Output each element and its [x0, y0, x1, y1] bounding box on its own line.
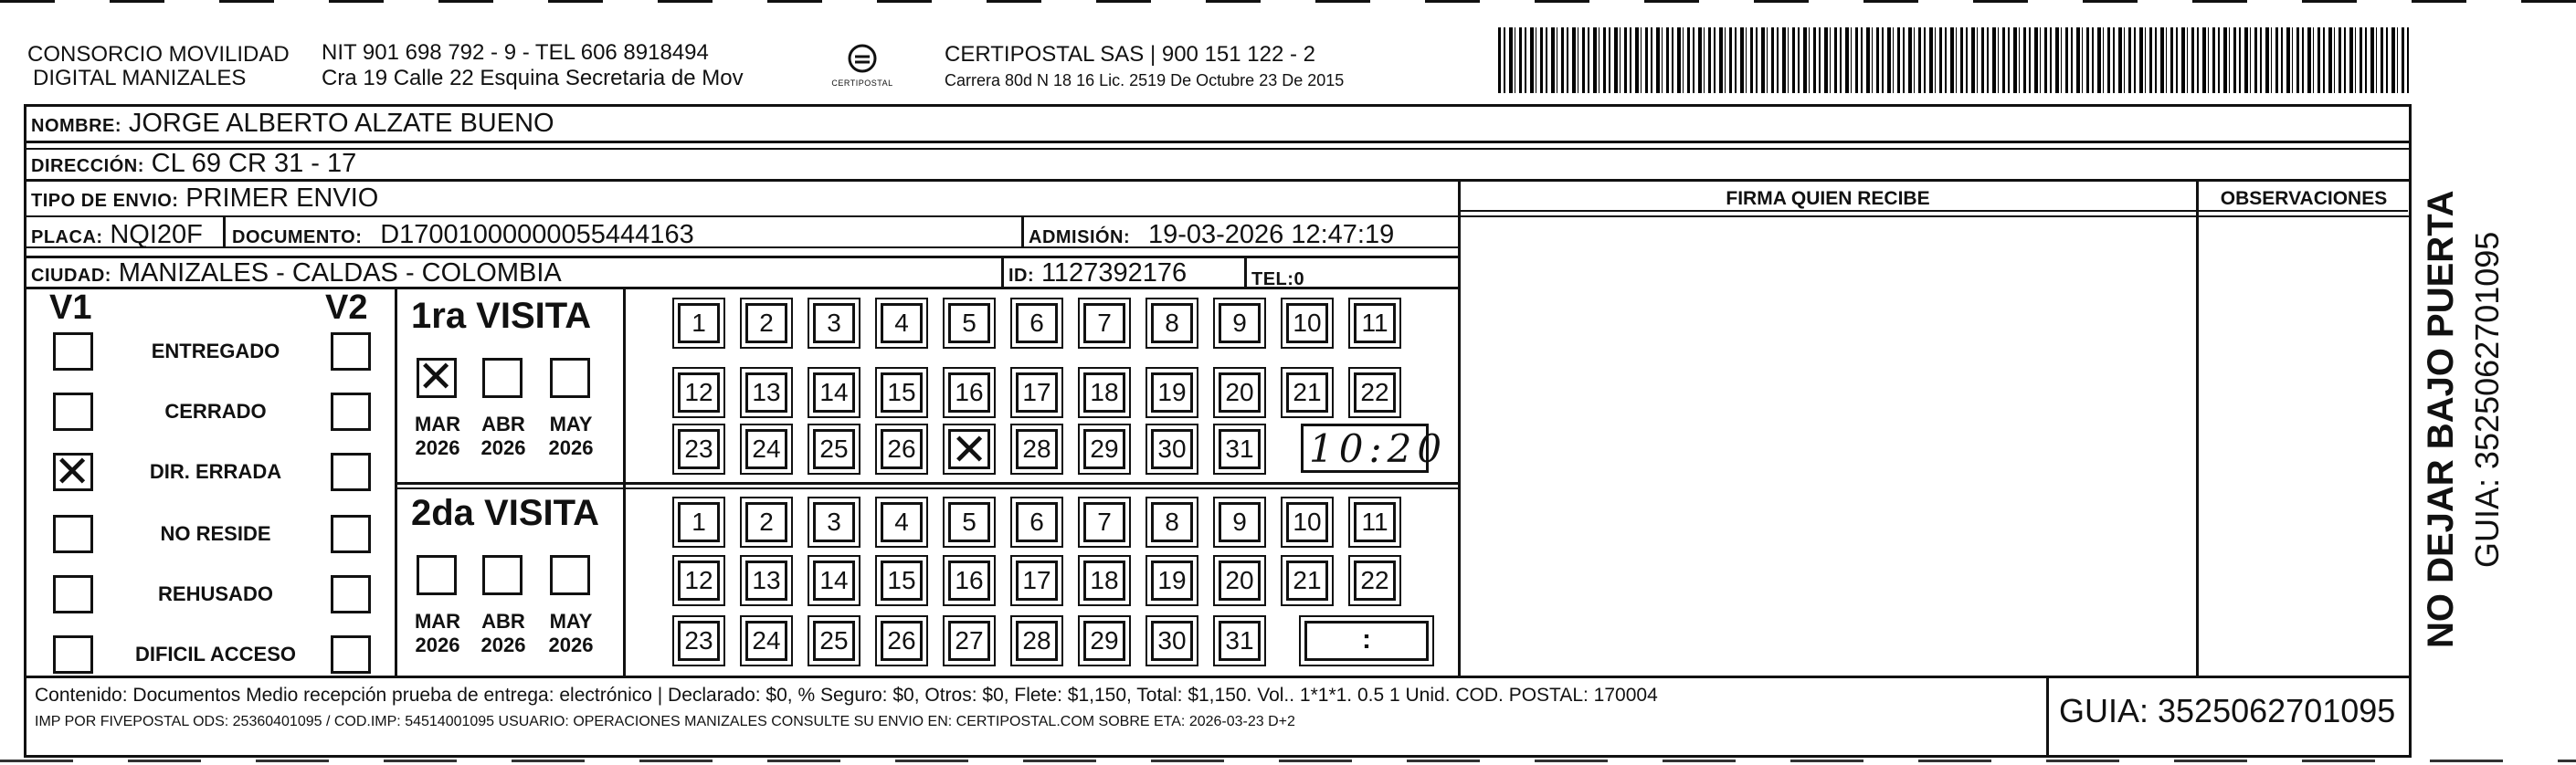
no-dejar-text: NO DEJAR BAJO PUERTA [2421, 190, 2461, 648]
documento-label: DOCUMENTO: [232, 227, 363, 247]
status-label: ENTREGADO [151, 340, 280, 362]
second-visit-month-box[interactable] [482, 555, 523, 595]
footer-content: Contenido: Documentos Medio recepción prueba de entrega: electrónico | Declarado: $0, % Seguro: $0, Otros: $0, Flete: $1,150, Total: $1,150. Vol.. 1*1*1. 0.5 1 Unid. COD. POSTAL: 170004 [35, 685, 1658, 706]
nombre-row [31, 110, 554, 140]
status-label: REHUSADO [158, 582, 273, 605]
second-visit-day[interactable]: 16 [948, 561, 990, 601]
second-visit-day[interactable]: 6 [1016, 502, 1058, 542]
second-visit-day[interactable]: 8 [1151, 502, 1193, 542]
observaciones-header: OBSERVACIONES [2220, 188, 2388, 209]
v1-title: V1 [49, 288, 92, 327]
tel-row [1251, 263, 1304, 293]
first-visit-year-label: 2026 [480, 436, 526, 459]
id-value: 1127392176 [1040, 258, 1188, 288]
second-visit-day[interactable]: 27 [948, 621, 990, 661]
v1-checkbox[interactable] [53, 446, 93, 498]
direccion-value: CL 69 CR 31 - 17 [151, 149, 357, 178]
second-visit-month-label: ABR [481, 610, 525, 633]
first-visit-day[interactable]: 15 [881, 372, 923, 413]
direccion-label: DIRECCIÓN: [31, 156, 144, 176]
second-visit-day[interactable]: 7 [1083, 502, 1125, 542]
second-visit-month-box[interactable] [550, 555, 590, 595]
v1-checkbox[interactable] [53, 393, 93, 431]
footer-guia: GUIA: 3525062701095 [2059, 692, 2396, 729]
first-visit-day[interactable]: 5 [948, 303, 990, 343]
nit-line: NIT 901 698 792 - 9 - TEL 606 8918494 [322, 40, 709, 65]
second-visit-year-label: 2026 [548, 634, 594, 656]
tipo-value: PRIMER ENVIO [185, 183, 379, 213]
first-visit-title: 1ra VISITA [411, 296, 592, 336]
second-visit-day[interactable]: 11 [1354, 502, 1396, 542]
first-visit-day[interactable]: 30 [1151, 429, 1193, 469]
tipo-label: TIPO DE ENVIO: [31, 191, 179, 211]
v2-checkbox[interactable] [331, 453, 371, 491]
id-row [1008, 259, 1187, 289]
firma-header: FIRMA QUIEN RECIBE [1726, 188, 1930, 209]
second-visit-day[interactable]: 25 [813, 621, 855, 661]
admision-label: ADMISIÓN: [1029, 227, 1131, 247]
first-visit-day[interactable]: 7 [1083, 303, 1125, 343]
first-visit-day[interactable]: 29 [1083, 429, 1125, 469]
nombre-label: NOMBRE: [31, 116, 122, 136]
v2-checkbox[interactable] [331, 393, 371, 431]
admision-value: 19-03-2026 12:47:19 [1147, 220, 1395, 249]
v2-title: V2 [325, 288, 368, 327]
certipostal-logo [826, 37, 899, 95]
second-visit-day[interactable]: 29 [1083, 621, 1125, 661]
admision-row [1029, 221, 1394, 251]
second-visit-year-label: 2026 [480, 634, 526, 656]
second-visit-day[interactable]: 24 [745, 621, 787, 661]
scan-edge-bottom [0, 760, 2576, 762]
second-visit-day[interactable]: 28 [1016, 621, 1058, 661]
second-visit-day[interactable]: 30 [1151, 621, 1193, 661]
first-visit-day[interactable]: 9 [1219, 303, 1261, 343]
first-visit-year-label: 2026 [548, 436, 594, 459]
second-visit-day[interactable]: 13 [745, 561, 787, 601]
side-guia: GUIA: 3525062701095 [2468, 231, 2506, 568]
second-visit-day[interactable]: 31 [1219, 621, 1261, 661]
first-visit-day[interactable]: 18 [1083, 372, 1125, 413]
first-visit-day[interactable]: 28 [1016, 429, 1058, 469]
v2-checkbox[interactable] [331, 332, 371, 371]
first-visit-month-box[interactable] [482, 358, 523, 398]
first-visit-day[interactable]: 12 [678, 372, 720, 413]
second-visit-year-label: 2026 [415, 634, 460, 656]
status-label: DIR. ERRADA [149, 460, 282, 483]
logo-text: CERTIPOSTAL [831, 79, 893, 88]
v2-checkbox[interactable] [331, 575, 371, 613]
first-visit-day[interactable]: 10 [1286, 303, 1328, 343]
courier-address: Carrera 80d N 18 16 Lic. 2519 De Octubre 23 De 2015 [945, 71, 1345, 89]
month-check-mark: ✕ [417, 351, 455, 403]
second-visit-day[interactable]: 22 [1354, 561, 1396, 601]
second-visit-day[interactable]: 4 [881, 502, 923, 542]
day-check-mark: ✕ [951, 424, 988, 476]
v1-check-mark: ✕ [54, 446, 91, 498]
first-visit-day[interactable]: 31 [1219, 429, 1261, 469]
tel-label: TEL: [1251, 269, 1294, 289]
first-visit-day[interactable]: 6 [1016, 303, 1058, 343]
first-visit-month-box[interactable] [417, 351, 457, 403]
documento-value: D17001000000055444163 [380, 220, 694, 249]
first-visit-day[interactable]: 3 [813, 303, 855, 343]
company-name-line2: DIGITAL MANIZALES [33, 66, 247, 90]
second-visit-day[interactable]: 15 [881, 561, 923, 601]
second-visit-day[interactable]: 26 [881, 621, 923, 661]
second-visit-month-box[interactable] [417, 555, 457, 595]
scan-edge-top [0, 0, 2576, 3]
status-label: DIFICIL ACCESO [134, 643, 296, 665]
first-visit-day[interactable]: 16 [948, 372, 990, 413]
second-visit-day[interactable]: 20 [1219, 561, 1261, 601]
nombre-value: JORGE ALBERTO ALZATE BUENO [128, 109, 554, 138]
first-visit-day[interactable]: 20 [1219, 372, 1261, 413]
first-visit-year-label: 2026 [415, 436, 460, 459]
ciudad-label: CIUDAD: [31, 266, 111, 286]
v1-checkbox[interactable] [53, 635, 93, 674]
company-name-line1: CONSORCIO MOVILIDAD [27, 42, 290, 67]
v2-checkbox[interactable] [331, 635, 371, 674]
second-visit-day[interactable]: 3 [813, 502, 855, 542]
placa-label: PLACA: [31, 227, 103, 247]
first-visit-day[interactable]: 2 [745, 303, 787, 343]
first-visit-day[interactable]: 14 [813, 372, 855, 413]
v1-checkbox[interactable] [53, 332, 93, 371]
address-line: Cra 19 Calle 22 Esquina Secretaria de Mov [322, 66, 744, 90]
second-visit-day[interactable]: 5 [948, 502, 990, 542]
first-visit-day[interactable]: 17 [1016, 372, 1058, 413]
courier-line: CERTIPOSTAL SAS | 900 151 122 - 2 [945, 42, 1315, 67]
first-visit-day[interactable] [948, 424, 990, 476]
placa-row [31, 221, 203, 251]
first-visit-month-label: MAY [549, 413, 593, 435]
first-visit-month-label: ABR [481, 413, 525, 435]
v1-checkbox[interactable] [53, 515, 93, 553]
first-visit-day[interactable]: 19 [1151, 372, 1193, 413]
second-visit-day[interactable]: 14 [813, 561, 855, 601]
second-visit-day[interactable]: 19 [1151, 561, 1193, 601]
first-visit-day[interactable]: 13 [745, 372, 787, 413]
tipo-row [31, 184, 378, 215]
second-visit-day[interactable]: 18 [1083, 561, 1125, 601]
status-label: NO RESIDE [160, 522, 271, 545]
first-visit-month-label: MAR [414, 413, 461, 435]
direccion-row [31, 150, 356, 180]
first-visit-day[interactable]: 25 [813, 429, 855, 469]
second-visit-month-label: MAR [414, 610, 461, 633]
first-visit-day[interactable]: 21 [1286, 372, 1328, 413]
ciudad-value: MANIZALES - CALDAS - COLOMBIA [118, 258, 562, 288]
tel-value: 0 [1293, 269, 1305, 289]
ciudad-row [31, 259, 562, 289]
first-visit-time-box[interactable] [1301, 424, 1448, 473]
first-visit-day[interactable]: 24 [745, 429, 787, 469]
first-visit-day[interactable]: 22 [1354, 372, 1396, 413]
v2-checkbox[interactable] [331, 515, 371, 553]
first-visit-day[interactable]: 23 [678, 429, 720, 469]
first-visit-day[interactable]: 1 [678, 303, 720, 343]
second-visit-title: 2da VISITA [411, 493, 599, 533]
second-visit-day[interactable]: 12 [678, 561, 720, 601]
second-visit-day[interactable]: 21 [1286, 561, 1328, 601]
first-visit-day[interactable]: 4 [881, 303, 923, 343]
placa-value: NQI20F [110, 220, 203, 249]
second-visit-time[interactable]: : [1304, 621, 1429, 661]
barcode [1498, 27, 2412, 93]
footer-imp: IMP POR FIVEPOSTAL ODS: 25360401095 / COD.IMP: 54514001095 USUARIO: OPERACIONES MANIZALES CONSULTE SU ENVIO EN: CERTIPOSTAL.COM SOBRE ETA: 2026-03-23 D+2 [35, 714, 1295, 729]
first-visit-day[interactable]: 26 [881, 429, 923, 469]
second-visit-day[interactable]: 2 [745, 502, 787, 542]
second-visit-day[interactable]: 10 [1286, 502, 1328, 542]
second-visit-day[interactable]: 23 [678, 621, 720, 661]
first-visit-time: 10:20 [1309, 426, 1448, 471]
first-visit-day[interactable]: 11 [1354, 303, 1396, 343]
id-label: ID: [1008, 266, 1035, 286]
second-visit-day[interactable]: 17 [1016, 561, 1058, 601]
second-visit-day[interactable]: 1 [678, 502, 720, 542]
second-visit-month-label: MAY [549, 610, 593, 633]
documento-row [232, 221, 694, 251]
status-label: CERRADO [164, 400, 267, 423]
second-visit-day[interactable]: 9 [1219, 502, 1261, 542]
first-visit-month-box[interactable] [550, 358, 590, 398]
v1-checkbox[interactable] [53, 575, 93, 613]
first-visit-day[interactable]: 8 [1151, 303, 1193, 343]
